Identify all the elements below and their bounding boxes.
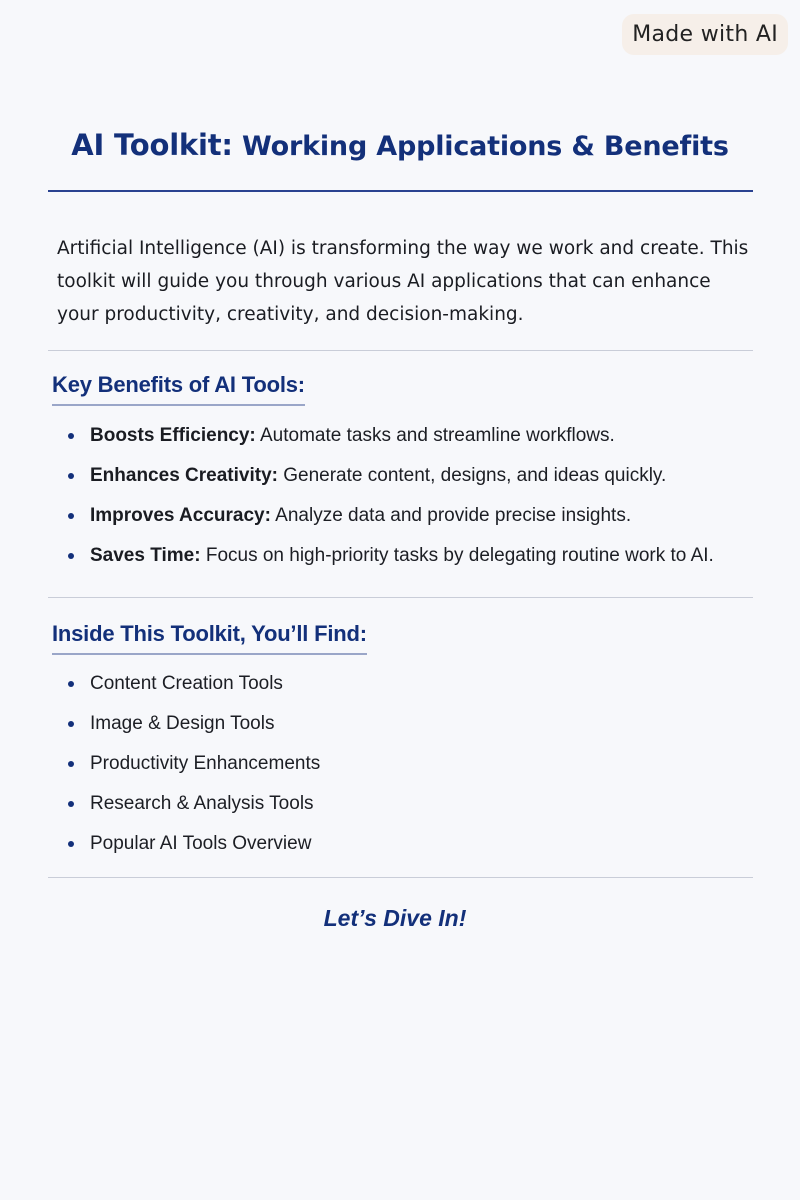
- bullet-icon: [68, 721, 74, 727]
- list-item: [68, 544, 714, 584]
- call-to-action: Let’s Dive In!: [323, 905, 467, 931]
- benefit-text: Generate content, designs, and ideas quickly.: [277, 465, 667, 486]
- list-item: [68, 464, 714, 504]
- list-item: [68, 712, 320, 752]
- intro-paragraph: Artificial Intelligence (AI) is transforming the way we work and create. This toolkit will guide you through various AI applications that can enhance your productivity, creativity, and decision-making.: [57, 238, 749, 325]
- title-divider: [48, 190, 753, 192]
- title-part-1: AI Toolkit:: [71, 128, 233, 162]
- made-with-ai-badge: Made with AI: [622, 14, 788, 55]
- title-part-2: Working Applications & Benefits: [232, 131, 729, 162]
- bullet-icon: [68, 841, 74, 847]
- list-item: [68, 792, 320, 832]
- section-divider: [48, 877, 753, 878]
- inside-heading: Inside This Toolkit, You’ll Find:: [52, 621, 367, 655]
- list-item: [68, 504, 714, 544]
- bullet-icon: [68, 553, 74, 559]
- section-divider: [48, 597, 753, 598]
- benefit-term: Saves Time:: [90, 545, 201, 566]
- list-item: [68, 424, 714, 464]
- benefit-term: Enhances Creativity:: [90, 465, 278, 486]
- benefit-text: Focus on high-priority tasks by delegating routine work to AI.: [200, 545, 714, 566]
- bullet-icon: [68, 681, 74, 687]
- benefit-text: Analyze data and provide precise insights.: [270, 505, 632, 526]
- list-item: [68, 672, 320, 712]
- bullet-icon: [68, 801, 74, 807]
- list-item-label: Research & Analysis Tools: [90, 793, 314, 814]
- bullet-icon: [68, 473, 74, 479]
- bullet-icon: [68, 513, 74, 519]
- list-item-label: Content Creation Tools: [90, 673, 283, 694]
- list-item-label: Productivity Enhancements: [90, 753, 321, 774]
- section-divider: [48, 350, 753, 351]
- bullet-icon: [68, 433, 74, 439]
- list-item-label: Image & Design Tools: [90, 713, 275, 734]
- bullet-icon: [68, 761, 74, 767]
- benefits-heading: Key Benefits of AI Tools:: [52, 372, 305, 406]
- benefit-term: Boosts Efficiency:: [90, 425, 256, 446]
- page-title: [0, 128, 800, 162]
- inside-list: [68, 672, 320, 872]
- benefit-term: Improves Accuracy:: [90, 505, 271, 526]
- list-item-label: Popular AI Tools Overview: [90, 833, 312, 854]
- benefits-list: [68, 424, 714, 584]
- list-item: [68, 752, 320, 792]
- list-item: [68, 832, 320, 872]
- benefit-text: Automate tasks and streamline workflows.: [255, 425, 615, 446]
